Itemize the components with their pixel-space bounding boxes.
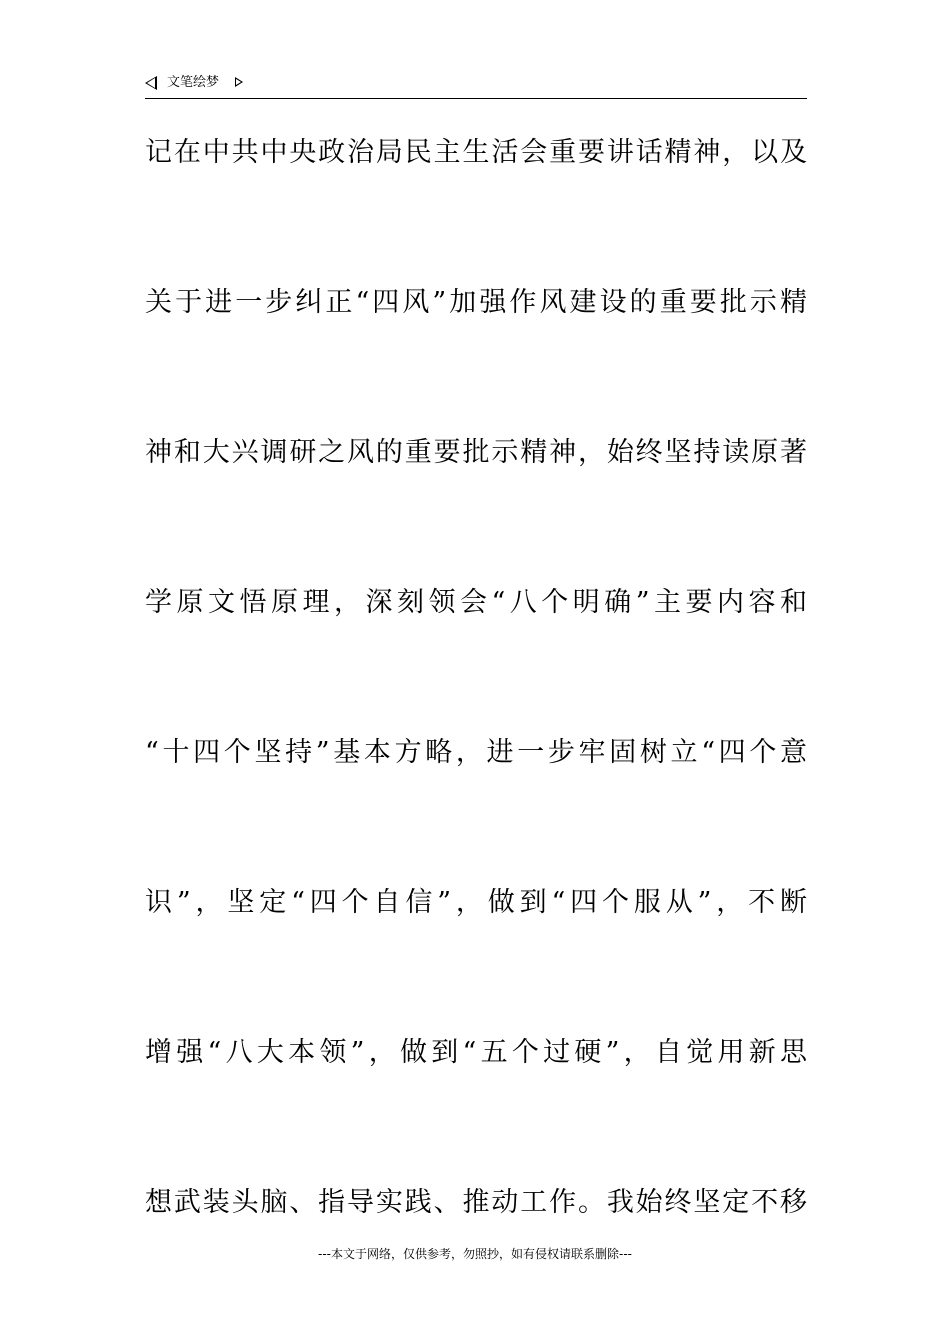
header-title: 文笔绘梦 xyxy=(167,75,220,90)
body-line: 记在中共中央政治局民主生活会重要讲话精神，以及 xyxy=(145,137,807,168)
body-line: “十四个坚持”基本方略，进一步牢固树立“四个意 xyxy=(145,737,807,768)
page-footer: ---本文于网络，仅供参考，勿照抄，如有侵权请联系删除--- xyxy=(318,1247,632,1261)
body-line: 关于进一步纠正“四风”加强作风建设的重要批示精 xyxy=(145,287,807,318)
body-line: 增强“八大本领”，做到“五个过硬”，自觉用新思 xyxy=(145,1037,807,1068)
triangle-right-icon xyxy=(235,77,243,87)
body-line: 想武装头脑、指导实践、推动工作。我始终坚定不移 xyxy=(145,1187,807,1218)
triangle-left-icon xyxy=(145,76,157,90)
document-body xyxy=(145,126,807,1326)
body-line: 学原文悟原理，深刻领会“八个明确”主要内容和 xyxy=(145,587,807,618)
body-line: 神和大兴调研之风的重要批示精神，始终坚持读原著 xyxy=(145,437,807,468)
page-header xyxy=(145,74,807,99)
body-line: 识”，坚定“四个自信”，做到“四个服从”，不断 xyxy=(145,887,807,918)
